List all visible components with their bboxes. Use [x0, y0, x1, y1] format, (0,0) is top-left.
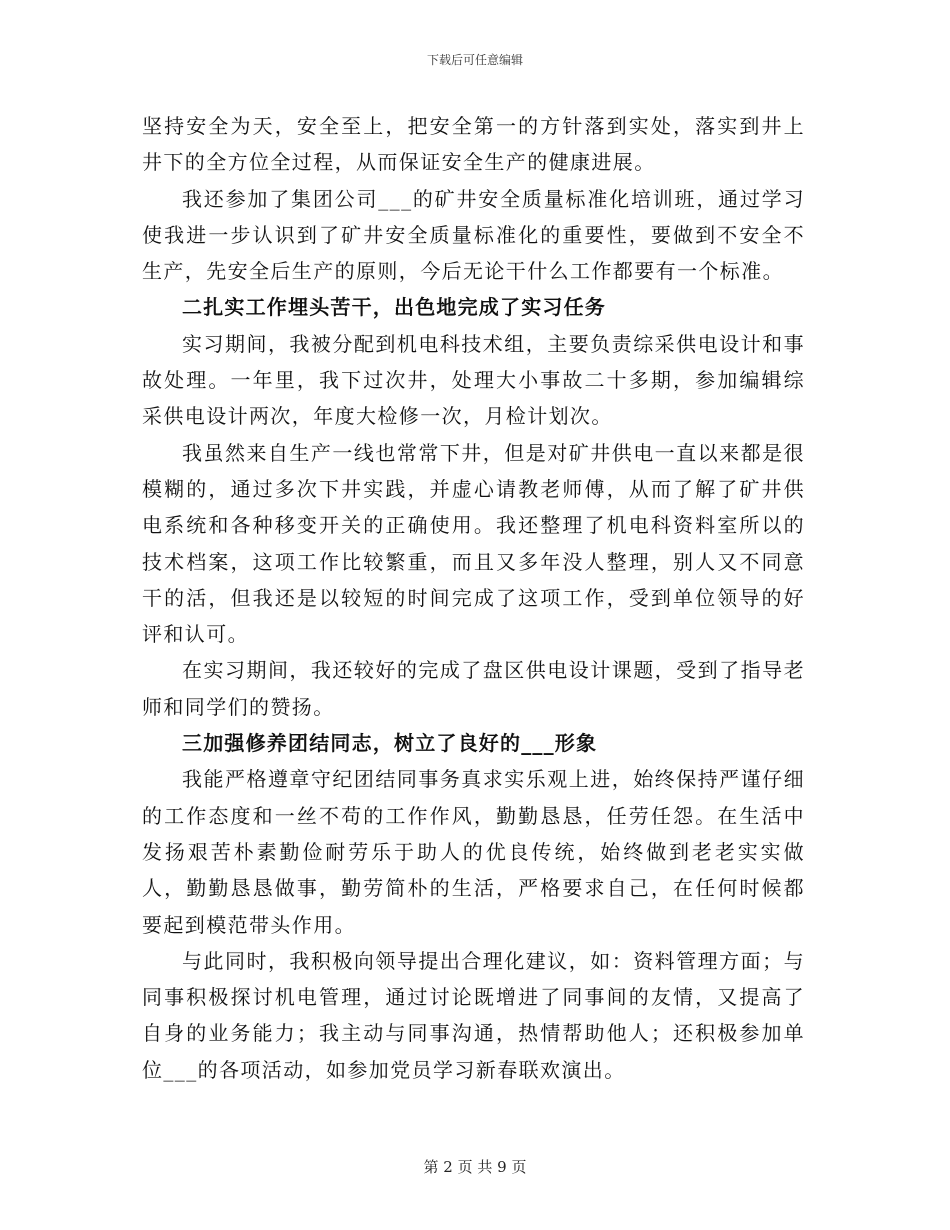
- paragraph-5: 在实习期间，我还较好的完成了盘区供电设计课题，受到了指导老师和同学们的赞扬。: [142, 658, 805, 719]
- paragraph-3: 实习期间，我被分配到机电科技术组，主要负责综采供电设计和事故处理。一年里，我下过次井，处理大小事故二十多期，参加编辑综采供电设计两次，年度大检修一次，月检计划次。: [142, 331, 805, 429]
- section-heading-2: 二扎实工作埋头苦干，出色地完成了实习任务: [182, 295, 606, 320]
- paragraph-7: 与此同时，我积极向领导提出合理化建议，如：资料管理方面；与同事积极探讨机电管理，通过讨论既增进了同事间的友情，又提高了自身的业务能力；我主动与同事沟通，热情帮助他人；还积极参加单位___的各项活动，如参加党员学习新春联欢演出。: [142, 948, 805, 1082]
- page-footer: 第 2 页 共 9 页: [423, 1158, 527, 1176]
- paragraph-4: 我虽然来自生产一线也常常下井，但是对矿井供电一直以来都是很模糊的，通过多次下井实践，并虚心请教老师傅，从而了解了矿井供电系统和各种移变开关的正确使用。我还整理了机电科资料室所以的技术档案，这项工作比较繁重，而且又多年没人整理，别人又不同意干的活，但我还是以较短的时间完成了这项工作，受到单位领导的好评和认可。: [142, 440, 805, 647]
- paragraph-6: 我能严格遵章守纪团结同事务真求实乐观上进，始终保持严谨仔细的工作态度和一丝不苟的工作作风，勤勤恳恳，任劳任怨。在生活中发扬艰苦朴素勤俭耐劳乐于助人的优良传统，始终做到老老实实做人，勤勤恳恳做事，勤劳简朴的生活，严格要求自己，在任何时候都要起到模范带头作用。: [142, 767, 805, 937]
- page-header: 下载后可任意编辑: [426, 53, 523, 67]
- paragraph-2: 我还参加了集团公司___的矿井安全质量标准化培训班，通过学习使我进一步认识到了矿井安全质量标准化的重要性，要做到不安全不生产，先安全后生产的原则，今后无论干什么工作都要有一个标准。: [142, 186, 805, 284]
- paragraph-1: 坚持安全为天，安全至上，把安全第一的方针落到实处，落实到井上井下的全方位全过程，从而保证安全生产的健康进展。: [142, 114, 805, 175]
- section-heading-3: 三加强修养团结同志，树立了良好的___形象: [182, 731, 598, 756]
- document-body: [142, 108, 805, 1088]
